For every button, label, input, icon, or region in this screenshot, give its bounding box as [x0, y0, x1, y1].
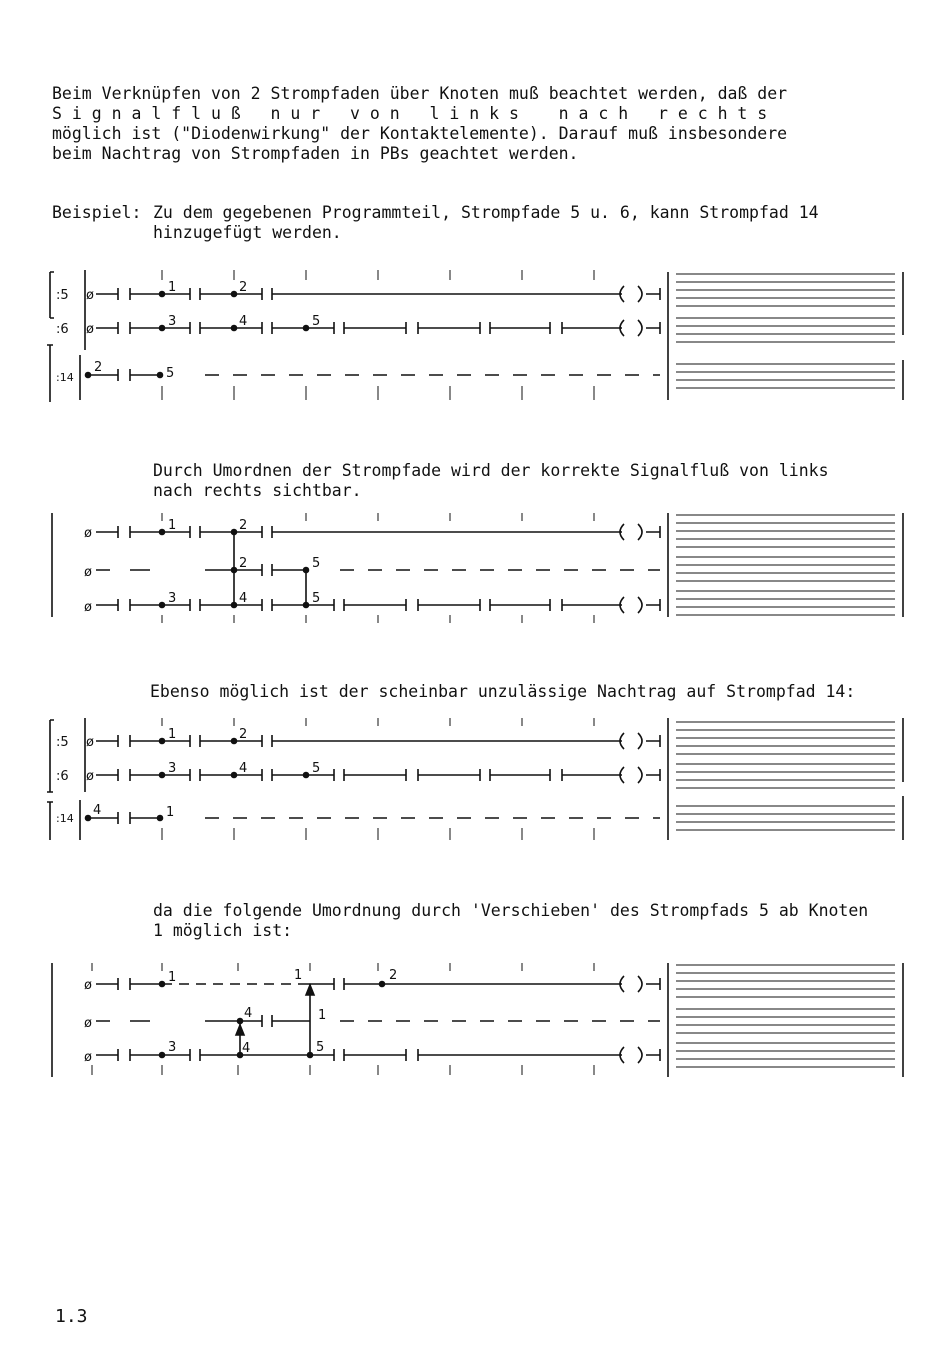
zero-symbol: ø: [84, 1050, 92, 1065]
node-label: 3: [168, 314, 177, 329]
section4-line-2: 1 möglich ist:: [153, 921, 293, 940]
section3-line-1: Ebenso möglich ist der scheinbar unzulässige Nachtrag auf Strompfad 14:: [150, 682, 856, 701]
node-label: 3: [168, 761, 177, 776]
intro-line-4: beim Nachtrag von Strompfaden in PBs geachtet werden.: [52, 144, 579, 163]
node-label: 1: [168, 518, 177, 533]
zero-symbol: ø: [84, 978, 92, 993]
node-label: 4: [242, 1041, 251, 1056]
node-label: 5: [312, 556, 321, 571]
rung-label: :5: [56, 288, 69, 303]
page-number: 1.3: [55, 1306, 88, 1327]
node-label: 2: [389, 968, 398, 983]
zero-symbol: ø: [84, 1016, 92, 1031]
node-label: 5: [166, 366, 175, 381]
node-label: 4: [239, 591, 248, 606]
section4-line-1: da die folgende Umordnung durch 'Verschieben' des Strompfads 5 ab Knoten: [153, 901, 869, 920]
zero-symbol: ø: [84, 600, 92, 615]
zero-symbol: ø: [84, 526, 92, 541]
node-label: 5: [316, 1040, 325, 1055]
node-label: 1: [318, 1008, 327, 1023]
node-label: 5: [312, 761, 321, 776]
node-label: 2: [239, 556, 248, 571]
node-label: 1: [294, 968, 303, 983]
zero-symbol: ø: [86, 322, 94, 337]
node-label: 3: [168, 1040, 177, 1055]
intro-line-1: Beim Verknüpfen von 2 Strompfaden über Knoten muß beachtet werden, daß der: [52, 84, 788, 103]
node-label: 5: [312, 591, 321, 606]
intro-line-2: S i g n a l f l u ß n u r v o n l i n k s n a c h r e c h t s: [52, 104, 768, 123]
example-label: Beispiel:: [52, 203, 142, 222]
section2-line-1: Durch Umordnen der Strompfade wird der korrekte Signalfluß von links: [153, 461, 829, 480]
node-label: 1: [166, 805, 175, 820]
example-line-1: Zu dem gegebenen Programmteil, Strompfade 5 u. 6, kann Strompfad 14: [153, 203, 819, 222]
node-label: 2: [239, 518, 248, 533]
section2-line-2: nach rechts sichtbar.: [153, 481, 362, 500]
node-label: 5: [312, 314, 321, 329]
intro-line-3: möglich ist ("Diodenwirkung" der Kontaktelemente). Darauf muß insbesondere: [52, 124, 788, 143]
node-label: 1: [168, 970, 177, 985]
node-label: 4: [239, 761, 248, 776]
rung-label: :6: [56, 322, 69, 337]
rung-label: :14: [56, 371, 74, 384]
ladder-diagram-1: [0, 260, 950, 410]
rung-label: :5: [56, 735, 69, 750]
rung-label: :14: [56, 812, 74, 825]
node-label: 2: [94, 360, 103, 375]
node-label: 4: [244, 1006, 253, 1021]
node-label: 4: [239, 314, 248, 329]
node-label: 3: [168, 591, 177, 606]
rung-label: :6: [56, 769, 69, 784]
node-label: 1: [168, 727, 177, 742]
node-label: 2: [239, 280, 248, 295]
ladder-diagram-4: [0, 955, 950, 1085]
ladder-diagram-3: [0, 710, 950, 845]
node-label: 4: [93, 803, 102, 818]
example-line-2: hinzugefügt werden.: [153, 223, 342, 242]
node-label: 1: [168, 280, 177, 295]
zero-symbol: ø: [86, 288, 94, 303]
zero-symbol: ø: [86, 769, 94, 784]
ladder-diagram-2: [0, 505, 950, 625]
zero-symbol: ø: [86, 735, 94, 750]
zero-symbol: ø: [84, 565, 92, 580]
node-label: 2: [239, 727, 248, 742]
